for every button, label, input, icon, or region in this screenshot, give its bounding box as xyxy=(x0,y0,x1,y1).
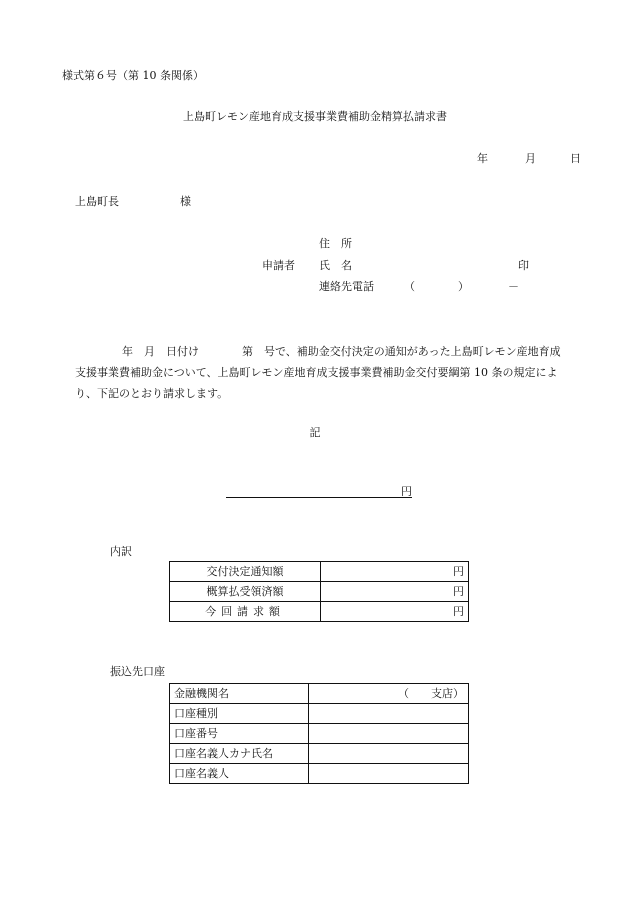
phone-open-paren: （ xyxy=(404,280,415,293)
table-row xyxy=(170,764,469,784)
ki-heading: 記 xyxy=(309,426,321,439)
breakdown-item: 交付決定通知額 xyxy=(170,562,321,582)
phone-dash: － xyxy=(508,280,519,293)
breakdown-unit: 円 xyxy=(321,602,469,622)
name-label: 氏 名 xyxy=(319,259,352,272)
seal-mark: 印 xyxy=(518,259,529,272)
table-row xyxy=(170,684,469,704)
table-row xyxy=(170,562,469,582)
bank-label: 振込先口座 xyxy=(110,665,165,678)
address-label: 住 所 xyxy=(319,237,352,250)
applicant-label: 申請者 xyxy=(262,259,295,272)
body-line-2: 支援事業費補助金について、上島町レモン産地育成支援事業費補助金交付要綱第 10 条の規定によ xyxy=(75,366,558,379)
bank-value: （ 支店） xyxy=(309,684,469,704)
table-row xyxy=(170,582,469,602)
bank-table xyxy=(169,683,469,784)
body-date-ref: 年 月 日付け xyxy=(122,345,199,358)
bank-value xyxy=(309,764,469,784)
bank-value xyxy=(309,704,469,724)
table-row xyxy=(170,744,469,764)
breakdown-unit: 円 xyxy=(321,562,469,582)
bank-item: 口座名義人カナ氏名 xyxy=(170,744,309,764)
table-row xyxy=(170,602,469,622)
breakdown-item: 今回請求額 xyxy=(170,602,321,622)
table-row xyxy=(170,704,469,724)
bank-item: 口座名義人 xyxy=(170,764,309,784)
page-title: 上島町レモン産地育成支援事業費補助金精算払請求書 xyxy=(183,110,447,123)
bank-value xyxy=(309,724,469,744)
table-row xyxy=(170,724,469,744)
addressee-honorific: 様 xyxy=(180,195,191,208)
breakdown-label: 内訳 xyxy=(110,545,132,558)
amount-line xyxy=(226,497,412,498)
bank-item: 口座番号 xyxy=(170,724,309,744)
body-line-1: 第 号で、補助金交付決定の通知があった上島町レモン産地育成 xyxy=(242,345,561,358)
bank-item: 口座種別 xyxy=(170,704,309,724)
date-month-label: 月 xyxy=(525,152,536,165)
amount-unit: 円 xyxy=(401,485,412,498)
date-day-label: 日 xyxy=(570,152,581,165)
bank-value xyxy=(309,744,469,764)
addressee-name: 上島町長 xyxy=(75,195,119,208)
breakdown-unit: 円 xyxy=(321,582,469,602)
phone-label: 連絡先電話 xyxy=(319,280,374,293)
breakdown-table xyxy=(169,561,469,622)
breakdown-item: 概算払受領済額 xyxy=(170,582,321,602)
body-line-3: り、下記のとおり請求します。 xyxy=(75,387,229,400)
bank-item: 金融機関名 xyxy=(170,684,309,704)
form-number: 様式第６号（第 10 条関係） xyxy=(62,69,204,82)
phone-close-paren: ） xyxy=(458,280,469,293)
date-year-label: 年 xyxy=(477,152,488,165)
